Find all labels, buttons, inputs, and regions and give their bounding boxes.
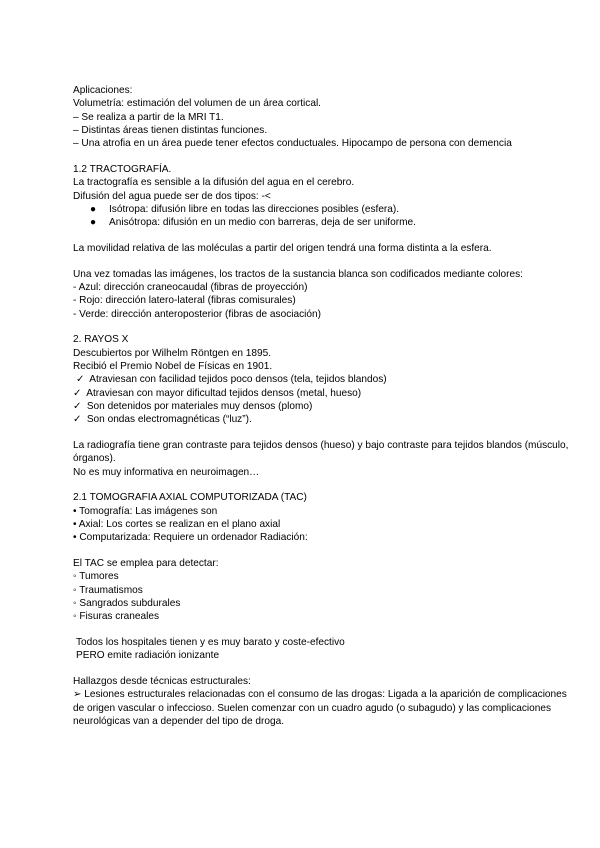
detectar-item: ◦ Sangrados subdurales [73, 598, 181, 609]
list-item [73, 413, 573, 426]
aplicaciones-line-2: – Se realiza a partir de la MRI T1. [73, 111, 224, 123]
aplicaciones-line-3: – Distintas áreas tienen distintas funciones. [73, 124, 268, 136]
hallazgos-title: Hallazgos desde técnicas estructurales: [73, 676, 251, 688]
bullet-icon: ● [90, 203, 97, 215]
tac-line-1: • Tomografía: Las imágenes son [73, 505, 218, 517]
check-icon: ✓ [76, 374, 85, 386]
hospitales-text: Todos los hospitales tienen y es muy barato y coste-efectivo [76, 637, 345, 649]
colores-intro: Una vez tomadas las imágenes, los tractos de la sustancia blanca son codificados mediante colores: [73, 268, 523, 280]
detectar-item: ◦ Fisuras craneales [73, 611, 160, 623]
color-rojo: - Rojo: dirección latero-lateral (fibras comisurales) [73, 295, 296, 307]
list-item [73, 400, 573, 413]
check-text: Atraviesan con mayor dificultad tejidos densos (metal, hueso) [86, 387, 362, 399]
contraste-text: La radiografía tiene gran contraste para tejidos densos (hueso) y bajo contraste para tejidos blandos (músculo, órganos). [73, 440, 569, 465]
color-azul: - Azul: dirección craneocaudal (fibras de proyección) [73, 282, 308, 294]
tipo-anisotropa: Anisótropa: difusión en un medio con barreras, deja de ser uniforme. [109, 217, 416, 229]
arrow-icon: ➢ [73, 689, 82, 701]
check-icon: ✓ [73, 400, 82, 412]
hallazgos-paragraph [73, 688, 573, 728]
tractografia-tipos-intro: Difusión del agua puede ser de dos tipos: -< [73, 190, 271, 202]
spacer [73, 624, 573, 637]
color-verde: - Verde: dirección anteroposterior (fibras de asociación) [73, 308, 321, 320]
rayos-title: 2. RAYOS X [73, 334, 129, 346]
check-text: Son detenidos por materiales muy densos (plomo) [86, 400, 313, 412]
aplicaciones-line-1: Volumetría: estimación del volumen de un área cortical. [73, 98, 321, 110]
list-item [73, 373, 573, 386]
spacer [73, 479, 573, 492]
rayos-line-1: Descubiertos por Wilhelm Röntgen en 1895. [73, 347, 272, 359]
movilidad-text: La movilidad relativa de las moléculas a partir del origen tendrá una forma distinta a la esfera. [73, 242, 492, 254]
aplicaciones-line-4: – Una atrofia en un área puede tener efectos conductuales. Hipocampo de persona con demencia [73, 138, 512, 150]
tipo-isotropa: Isótropa: difusión libre en todas las direcciones posibles (esfera). [109, 203, 400, 215]
tractografia-intro: La tractografía es sensible a la difusión del agua en el cerebro. [73, 177, 355, 189]
spacer [73, 255, 573, 268]
detectar-item: ◦ Traumatismos [73, 584, 143, 596]
spacer [73, 427, 573, 440]
detectar-intro: El TAC se emplea para detectar: [73, 558, 219, 570]
spacer [73, 321, 573, 334]
spacer [73, 663, 573, 676]
detectar-item: ◦ Tumores [73, 571, 119, 583]
list-item [73, 203, 573, 216]
check-text: Son ondas electromagnéticas (“luz”). [86, 414, 252, 426]
tac-title: 2.1 TOMOGRAFIA AXIAL COMPUTORIZADA (TAC) [73, 492, 307, 504]
check-icon: ✓ [73, 387, 82, 399]
spacer [73, 229, 573, 242]
list-item [73, 216, 573, 229]
document-page [73, 84, 573, 728]
bullet-icon: ● [90, 217, 97, 229]
spacer [73, 545, 573, 558]
neuro-text: No es muy informativa en neuroimagen… [73, 466, 260, 478]
check-text: Atraviesan con facilidad tejidos poco densos (tela, tejidos blandos) [89, 374, 387, 386]
tac-line-2: • Axial: Los cortes se realizan en el plano axial [73, 519, 281, 531]
list-item [73, 387, 573, 400]
lesiones-text: Lesiones estructurales relacionadas con el consumo de las drogas: Ligada a la aparición de complicaciones de origen vascular o infeccioso. Suelen comenzar con un cuadro agudo (o subagudo) y las complicaciones neurológicas van a depender del tipo de droga. [73, 689, 567, 728]
pero-text: PERO emite radiación ionizante [76, 650, 220, 662]
aplicaciones-title: Aplicaciones: [73, 85, 133, 96]
spacer [73, 150, 573, 163]
rayos-line-2: Recibió el Premio Nobel de Físicas en 1901. [73, 361, 273, 373]
tractografia-title: 1.2 TRACTOGRAFÍA. [73, 163, 172, 175]
tac-line-3: • Computarizada: Requiere un ordenador Radiación: [73, 532, 308, 544]
check-icon: ✓ [73, 414, 82, 426]
